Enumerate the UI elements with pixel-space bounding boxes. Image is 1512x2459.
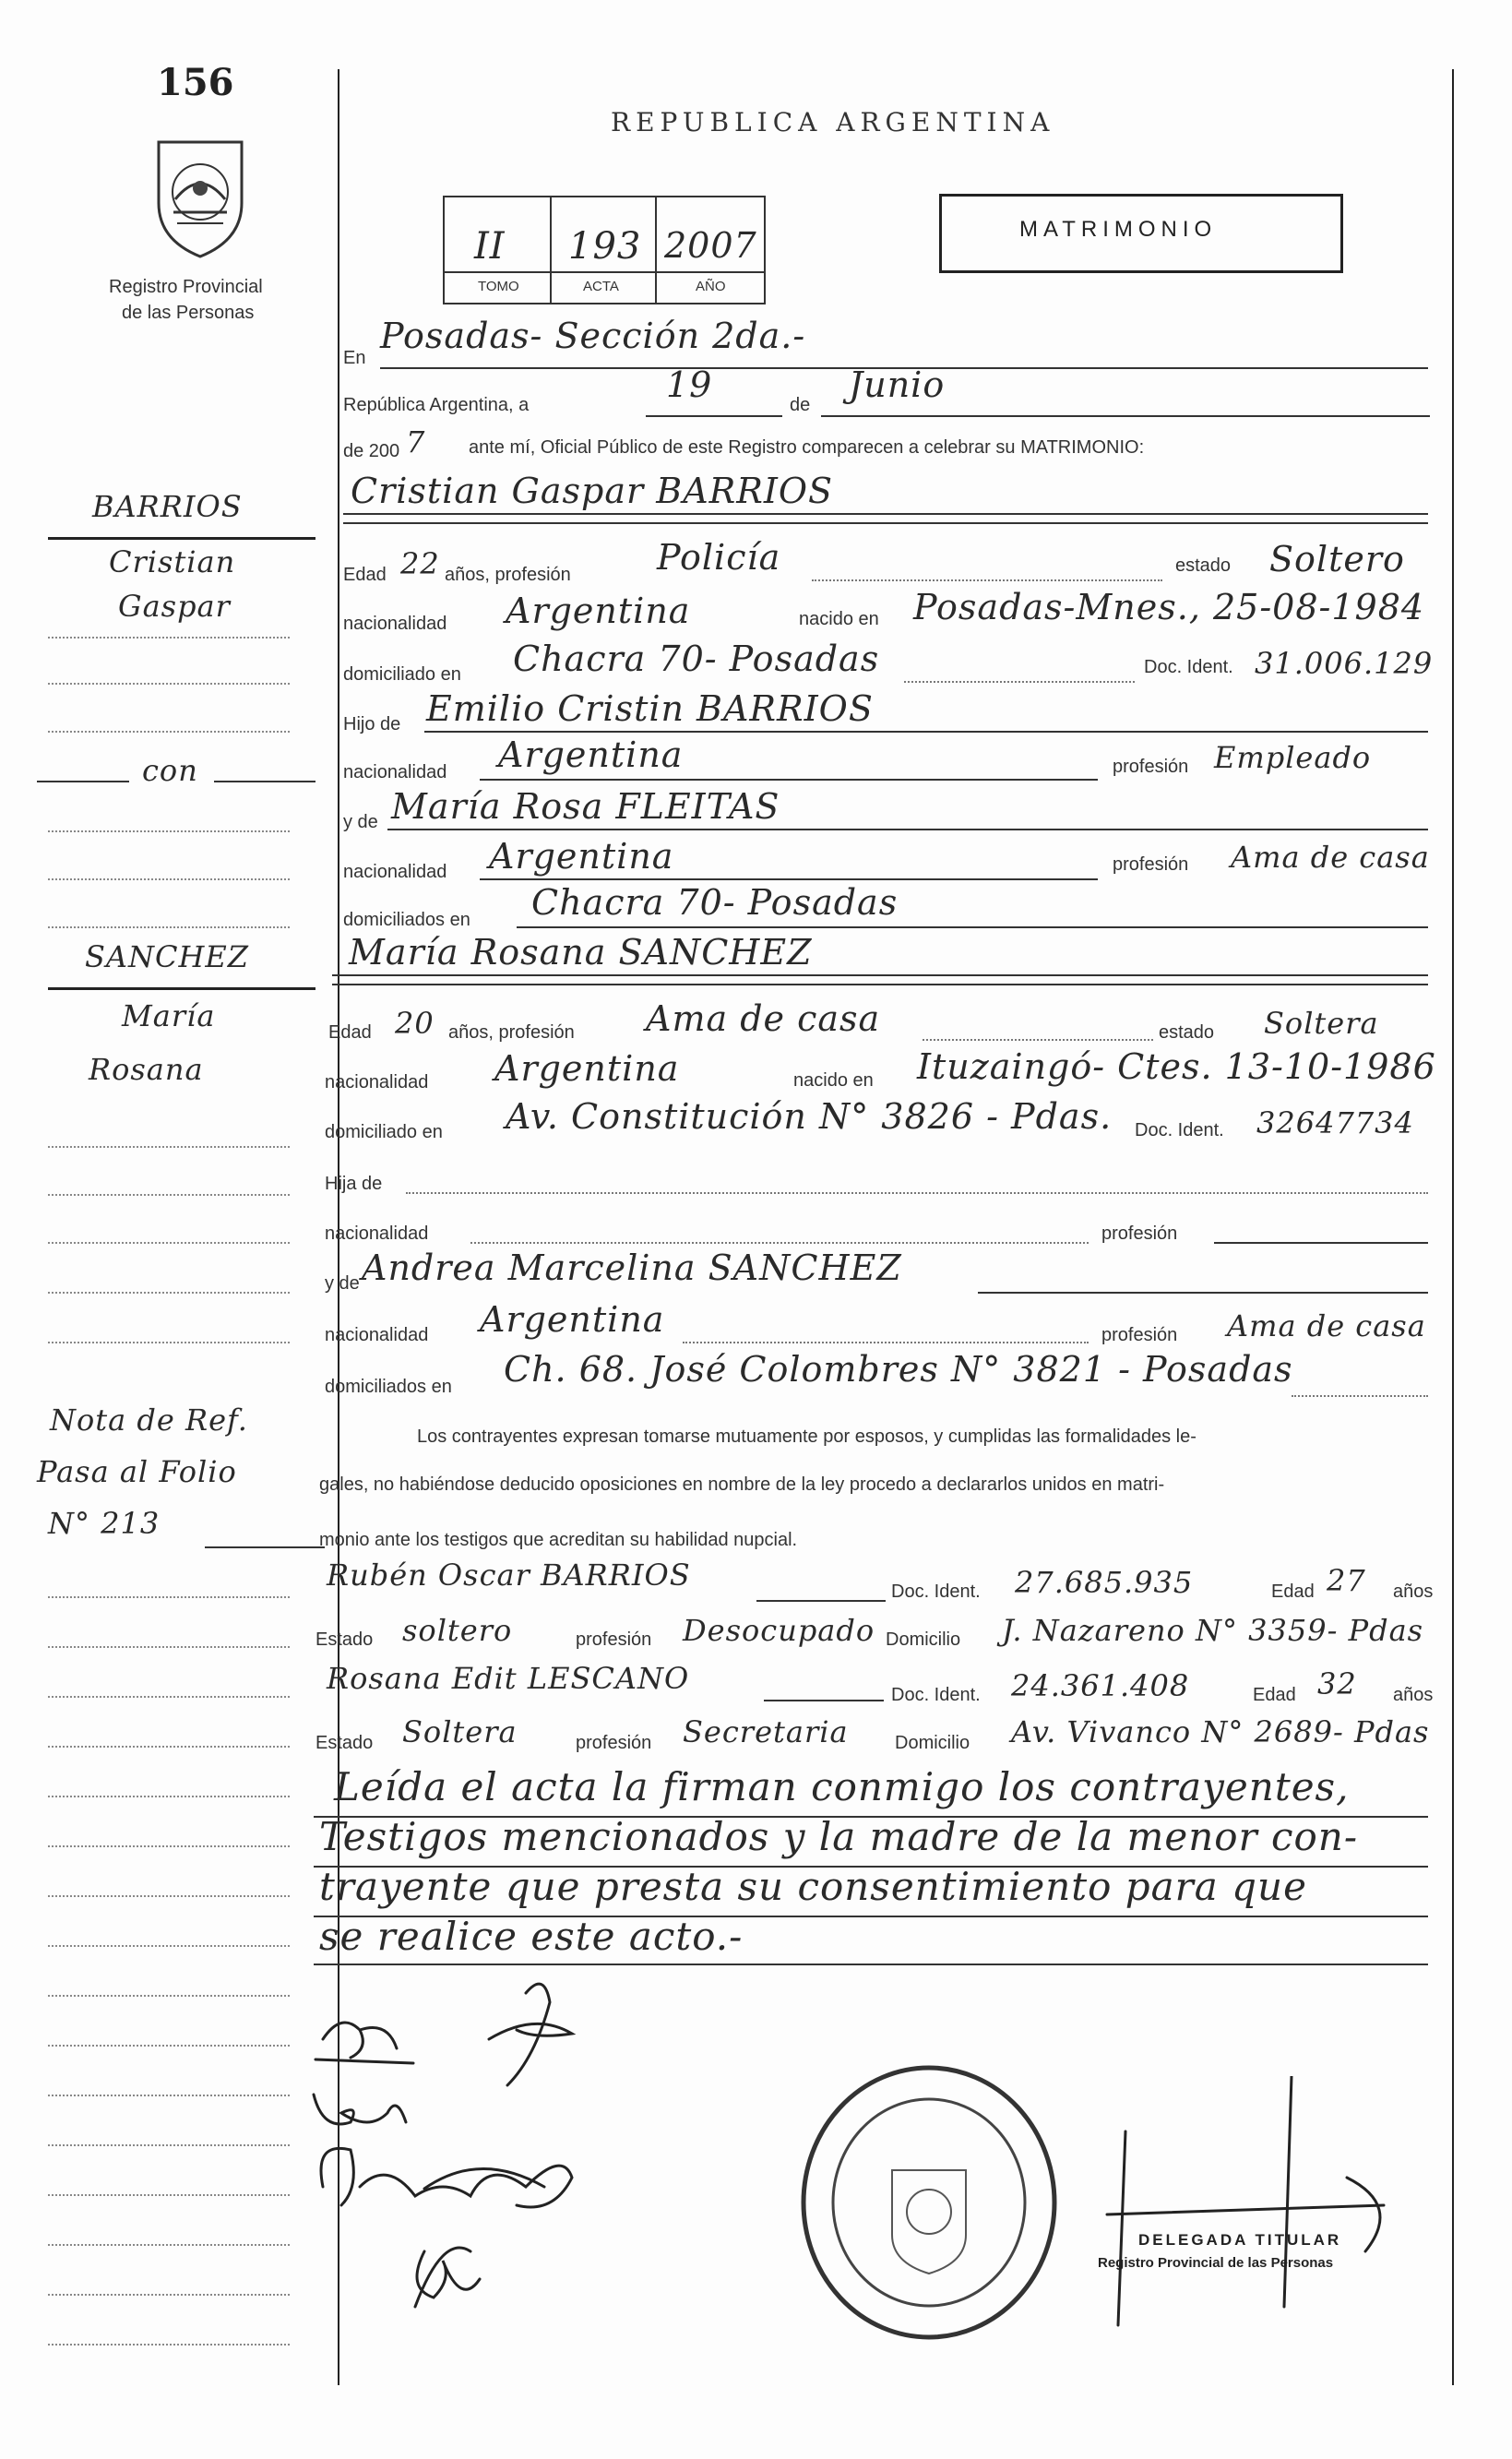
groom-nac-label: nacionalidad (343, 614, 447, 634)
groom-edad: 22 (400, 546, 440, 581)
bride-mother-nac: Argentina (480, 1299, 665, 1340)
witness-1-dom-label: Domicilio (886, 1629, 961, 1650)
witness-1-doc: 27.685.935 (1015, 1565, 1194, 1600)
witness-1-name: Rubén Oscar BARRIOS (327, 1558, 691, 1593)
margin-note-line-2: Pasa al Folio (37, 1454, 237, 1489)
bride-mother-prof: Ama de casa (1227, 1308, 1426, 1343)
acta-cell (552, 197, 657, 303)
groom-margin-first: Cristian (109, 544, 236, 579)
year-suffix: 7 (406, 424, 426, 460)
bride-doc: 32647734 (1256, 1105, 1414, 1140)
signatures-scribbles (258, 1975, 738, 2325)
closing-line-1: Leída el acta la firman conmigo los contrayentes, (334, 1764, 1350, 1809)
year-prefix: de 200 (343, 441, 400, 461)
de-label: de (790, 395, 811, 415)
place-value: Posadas- Sección 2da.- (380, 316, 806, 356)
witness-1-anos-label: años (1393, 1582, 1434, 1602)
closing-line-4: se realice este acto.- (319, 1914, 744, 1959)
month-value: Junio (849, 364, 946, 405)
groom-mother-prof-label: profesión (1113, 854, 1189, 875)
record-type-box (939, 194, 1343, 273)
groom-doc: 31.006.129 (1255, 646, 1434, 681)
intro-statement: ante mí, Oficial Público de este Registro comparecen a celebrar su MATRIMONIO: (469, 437, 1145, 458)
bride-estado: Soltera (1264, 1006, 1379, 1041)
bride-profesion-label: años, profesión (448, 1022, 575, 1043)
bride-parents-dom-label: domiciliados en (325, 1377, 452, 1397)
groom-nacionalidad: Argentina (506, 591, 691, 631)
official-signature (1070, 2076, 1421, 2334)
day-value: 19 (666, 364, 713, 405)
groom-domicilio: Chacra 70- Posadas (513, 639, 880, 679)
provincial-seal-icon (146, 131, 255, 260)
groom-parents-dom: Chacra 70- Posadas (531, 882, 899, 923)
bride-parents-dom: Ch. 68. José Colombres N° 3821 - Posadas (504, 1349, 1293, 1390)
bride-mother-prof-label: profesión (1101, 1325, 1178, 1345)
witness-2-doc-label: Doc. Ident. (891, 1685, 981, 1705)
bride-nacionalidad: Argentina (494, 1048, 680, 1089)
groom-father: Emilio Cristin BARRIOS (426, 688, 874, 729)
official-stamp-line-1: DELEGADA TITULAR (1138, 2231, 1342, 2249)
groom-margin-second: Gaspar (118, 589, 231, 624)
bride-doc-label: Doc. Ident. (1135, 1120, 1224, 1140)
page-number: 156 (157, 61, 234, 104)
witness-2-doc: 24.361.408 (1011, 1668, 1190, 1703)
groom-estado-label: estado (1175, 555, 1232, 576)
witness-1-edad-label: Edad (1271, 1582, 1315, 1602)
closing-line-2: Testigos mencionados y la madre de la menor con- (319, 1814, 1359, 1859)
acta-value: 193 (568, 225, 642, 268)
registry-name-line-2: de las Personas (122, 303, 255, 323)
bride-mother-nac-label: nacionalidad (325, 1325, 429, 1345)
margin-note-line-1: Nota de Ref. (50, 1403, 248, 1438)
groom-mother-ydel-label: y de (343, 812, 378, 832)
tomo-value: II (474, 225, 506, 268)
groom-parents-dom-label: domiciliados en (343, 910, 470, 930)
legal-text-line-1: Los contrayentes expresan tomarse mutuamente por esposos, y cumplidas las formalidades le- (417, 1426, 1197, 1447)
bride-margin-second: Rosana (89, 1052, 204, 1087)
record-number-box (443, 196, 766, 304)
witness-1-edad: 27 (1327, 1563, 1366, 1598)
registry-name-line-1: Registro Provincial (109, 277, 263, 297)
record-type-label: MATRIMONIO (1019, 217, 1218, 242)
groom-mother-prof: Ama de casa (1231, 840, 1430, 875)
bride-margin-first: María (122, 998, 216, 1033)
bride-nac-label: nacionalidad (325, 1072, 429, 1092)
en-label: En (343, 348, 366, 368)
bride-full-name: María Rosana SANCHEZ (349, 932, 813, 973)
groom-nacido-label: nacido en (799, 609, 879, 629)
anio-label: AÑO (696, 279, 726, 294)
bride-nacido-label: nacido en (793, 1070, 874, 1091)
bride-dom-label: domiciliado en (325, 1122, 443, 1142)
bride-edad-label: Edad (328, 1022, 372, 1043)
groom-profesion: Policía (657, 537, 781, 578)
groom-father-nac: Argentina (498, 734, 684, 775)
bride-nacido-en: Ituzaingó- Ctes. 13-10-1986 (917, 1046, 1436, 1087)
con-conjunction: con (142, 753, 198, 788)
bride-father-prof-label: profesión (1101, 1224, 1178, 1244)
groom-dom-label: domiciliado en (343, 664, 461, 685)
margin-note-line-3: N° 213 (48, 1506, 161, 1541)
official-stamp-line-2: Registro Provincial de las Personas (1098, 2255, 1334, 2271)
bride-father-nac-label: nacionalidad (325, 1224, 429, 1244)
witness-2-edad: 32 (1317, 1666, 1357, 1701)
witness-2-estado-label: Estado (315, 1733, 374, 1753)
bride-estado-label: estado (1159, 1022, 1215, 1043)
witness-1-estado-label: Estado (315, 1629, 374, 1650)
tomo-label: TOMO (478, 279, 519, 294)
bride-mother: Andrea Marcelina SANCHEZ (362, 1247, 902, 1288)
closing-line-3: trayente que presta su consentimiento para que (319, 1864, 1307, 1909)
legal-text-line-3: monio ante los testigos que acreditan su habilidad nupcial. (319, 1530, 798, 1550)
witness-2-dom-label: Domicilio (895, 1733, 970, 1753)
groom-estado: Soltero (1269, 539, 1405, 579)
witness-1-doc-label: Doc. Ident. (891, 1582, 981, 1602)
witness-1-estado: soltero (402, 1613, 513, 1648)
witness-1-profesion: Desocupado (683, 1613, 875, 1648)
witness-2-anos-label: años (1393, 1685, 1434, 1705)
groom-father-nac-label: nacionalidad (343, 762, 447, 782)
groom-father-prof: Empleado (1214, 740, 1372, 775)
witness-2-estado: Soltera (402, 1714, 518, 1749)
groom-nacido-en: Posadas-Mnes., 25-08-1984 (913, 587, 1425, 627)
witness-2-name: Rosana Edit LESCANO (327, 1661, 690, 1696)
country-heading: REPUBLICA ARGENTINA (611, 107, 1055, 137)
witness-1-prof-label: profesión (576, 1629, 652, 1650)
groom-mother-nac: Argentina (489, 836, 674, 877)
bride-domicilio: Av. Constitución N° 3826 - Pdas. (506, 1096, 1113, 1137)
bride-hija-label: Hija de (325, 1174, 383, 1194)
groom-mother-nac-label: nacionalidad (343, 862, 447, 882)
groom-full-name: Cristian Gaspar BARRIOS (351, 471, 834, 511)
acta-label: ACTA (583, 279, 619, 294)
groom-profesion-label: años, profesión (445, 565, 571, 585)
groom-mother: María Rosa FLEITAS (391, 786, 780, 827)
bride-margin-surname: SANCHEZ (85, 939, 250, 974)
registry-round-stamp-icon (795, 2059, 1063, 2346)
bride-profesion: Ama de casa (646, 998, 881, 1039)
bride-edad: 20 (395, 1006, 435, 1041)
witness-2-profesion: Secretaria (683, 1714, 849, 1749)
witness-2-prof-label: profesión (576, 1733, 652, 1753)
groom-father-prof-label: profesión (1113, 757, 1189, 777)
bride-mother-ydel-label: y de (325, 1273, 360, 1294)
tomo-cell (445, 197, 552, 303)
legal-text-line-2: gales, no habiéndose deducido oposiciones en nombre de la ley procedo a declararlos unidos en matri- (319, 1474, 1165, 1495)
anio-cell (657, 197, 764, 303)
groom-edad-label: Edad (343, 565, 387, 585)
republica-label: República Argentina, a (343, 395, 530, 415)
groom-doc-label: Doc. Ident. (1144, 657, 1233, 677)
groom-hijo-label: Hijo de (343, 714, 401, 734)
witness-1-domicilio: J. Nazareno N° 3359- Pdas (1002, 1613, 1424, 1648)
witness-2-edad-label: Edad (1253, 1685, 1296, 1705)
anio-value: 2007 (664, 225, 757, 266)
witness-2-domicilio: Av. Vivanco N° 2689- Pdas (1011, 1714, 1430, 1749)
right-margin-rule (1452, 69, 1454, 2385)
groom-margin-surname: BARRIOS (92, 489, 243, 524)
